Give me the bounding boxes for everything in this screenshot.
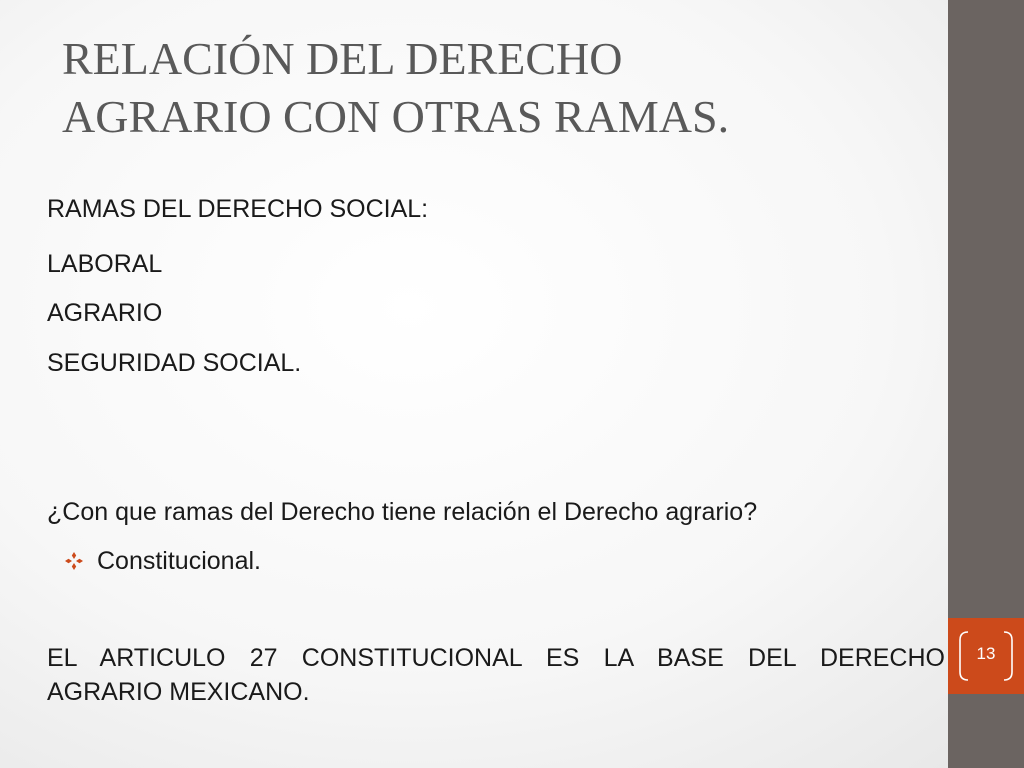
body-heading: RAMAS DEL DERECHO SOCIAL: (47, 195, 429, 223)
question-text: ¿Con que ramas del Derecho tiene relación el Derecho agrario? (47, 498, 758, 526)
slide-title (62, 30, 922, 146)
page-number-badge (948, 618, 1024, 694)
list-item-laboral: LABORAL (47, 250, 163, 278)
bullet-text: Constitucional. (97, 547, 261, 575)
title-line-2: AGRARIO CON OTRAS RAMAS. (62, 91, 730, 142)
statement-line-1: EL ARTICULO 27 CONSTITUCIONAL ES LA BASE DEL DERECHO (47, 644, 945, 672)
title-line-1: RELACIÓN DEL DERECHO (62, 33, 623, 84)
page-number: 13 (976, 644, 996, 663)
diamond-bullet-icon (65, 552, 83, 570)
statement-text (47, 641, 945, 709)
statement-line-2: AGRARIO MEXICANO. (47, 678, 310, 706)
list-item-seguridad-social: SEGURIDAD SOCIAL. (47, 349, 302, 377)
bullet-item (65, 547, 261, 576)
list-item-agrario: AGRARIO (47, 299, 163, 327)
